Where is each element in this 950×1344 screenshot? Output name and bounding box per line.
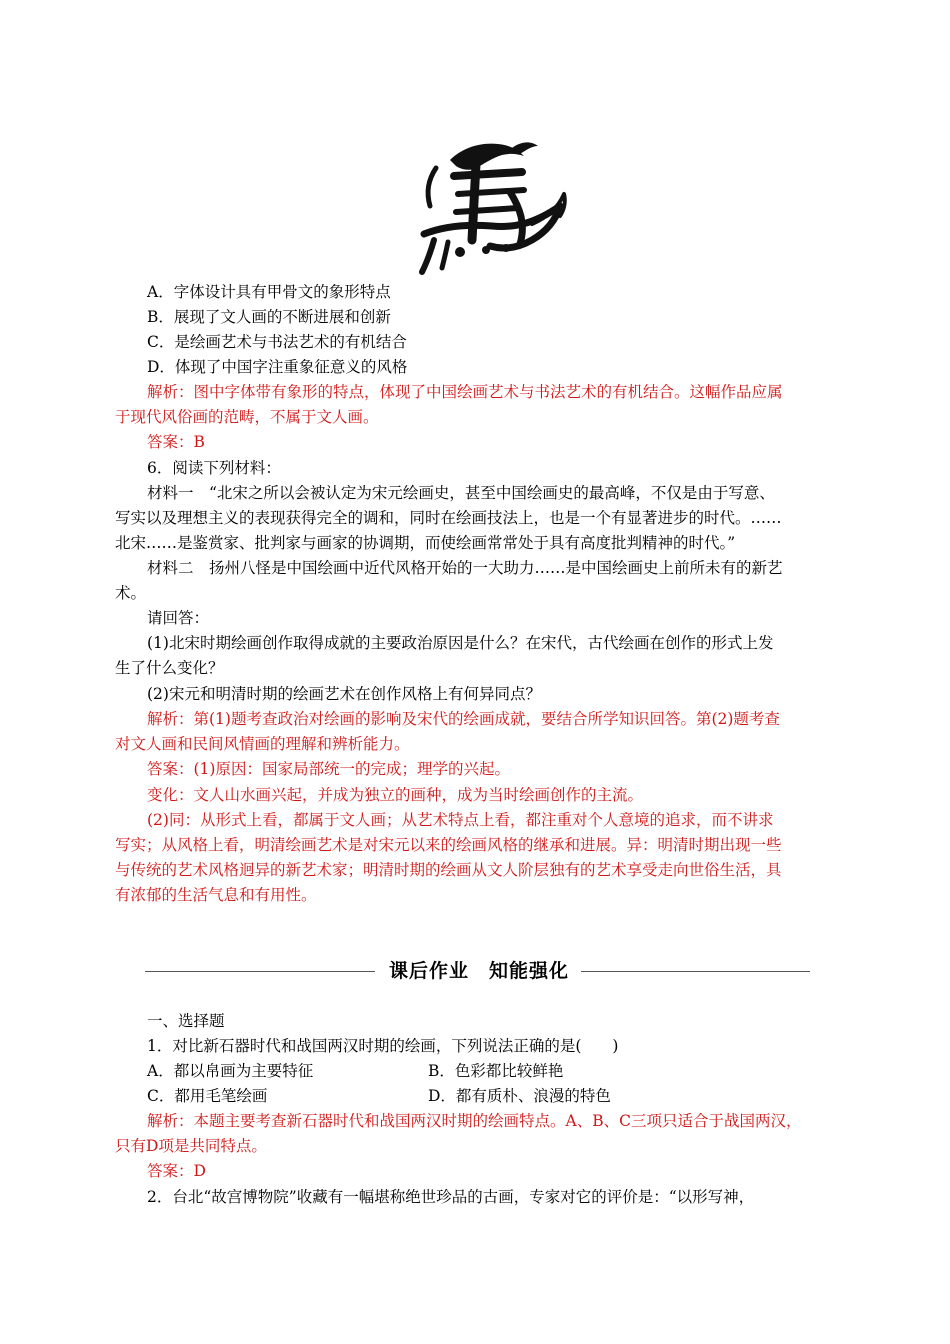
q6-material-2-cont: 术。 — [115, 584, 147, 602]
divider — [581, 971, 810, 972]
q1-analysis-cont: 只有D项是共同特点。 — [115, 1137, 267, 1155]
q5-answer: 答案：B — [147, 433, 205, 451]
q6-material-1-cont: 北宋……是鉴赏家、批判家与画家的协调期，而使绘画常常处于具有高度批判精神的时代。” — [115, 534, 736, 552]
q2-stem: 2．台北“故宫博物院”收藏有一幅堪称绝世珍品的古画，专家对它的评价是：“以形写神， — [147, 1188, 755, 1206]
q6-answer-cont: 变化：文人山水画兴起，并成为独立的画种，成为当时绘画创作的主流。 — [147, 786, 644, 804]
q5-analysis: 解析：图中字体带有象形的特点，体现了中国绘画艺术与书法艺术的有机结合。这幅作品应属 — [147, 383, 783, 401]
q6-answer-cont: (2)同：从形式上看，都属于文人画；从艺术特点上看，都注重对个人意境的追求，而不讲求 — [147, 811, 774, 829]
q5-option-a: A．字体设计具有甲骨文的象形特点 — [147, 283, 391, 301]
q6-material-1-cont: 写实以及理想主义的表现获得完全的调和，同时在绘画技法上，也是一个有显著进步的时代。…… — [115, 509, 782, 527]
q5-option-c: C．是绘画艺术与书法艺术的有机结合 — [147, 333, 407, 351]
q6-analysis-cont: 对文人画和民间风情画的理解和辨析能力。 — [115, 735, 410, 753]
q1-analysis: 解析：本题主要考查新石器时代和战国两汉时期的绘画特点。A、B、C三项只适合于战国两汉， — [147, 1112, 802, 1130]
section-title: 课后作业 知能强化 — [388, 960, 569, 982]
q6-sub-question-1-cont: 生了什么变化？ — [115, 659, 224, 677]
q6-sub-question-1: (1)北宋时期绘画创作取得成就的主要政治原因是什么？在宋代，古代绘画在创作的形式上发 — [147, 634, 774, 652]
horse-calligraphy-icon — [414, 128, 570, 276]
q5-option-b: B．展现了文人画的不断进展和创新 — [147, 308, 391, 326]
q1-stem: 1．对比新石器时代和战国两汉时期的绘画，下列说法正确的是( ) — [147, 1037, 619, 1055]
q6-title: 6．阅读下列材料： — [147, 459, 281, 477]
q1-option-a: A．都以帛画为主要特征 — [147, 1062, 314, 1080]
divider — [145, 971, 375, 972]
q6-material-2: 材料二 扬州八怪是中国绘画中近代风格开始的一大助力……是中国绘画史上前所未有的新艺 — [147, 559, 783, 577]
q5-option-d: D．体现了中国字注重象征意义的风格 — [147, 358, 408, 376]
q6-material-1: 材料一 “北宋之所以会被认定为宋元绘画史，甚至中国绘画史的最高峰，不仅是由于写意、 — [147, 484, 775, 502]
q1-option-c: C．都用毛笔绘画 — [147, 1087, 268, 1105]
section-header — [145, 956, 810, 986]
q1-answer: 答案：D — [147, 1162, 206, 1180]
q6-answer-cont: 写实；从风格上看，明清绘画艺术是对宋元以来的绘画风格的继承和进展。异：明清时期出现一些 — [115, 836, 782, 854]
q5-analysis-cont: 于现代风俗画的范畴，不属于文人画。 — [115, 408, 379, 426]
q6-sub-question-2: (2)宋元和明清时期的绘画艺术在创作风格上有何异同点？ — [147, 685, 541, 703]
choice-heading: 一、选择题 — [147, 1012, 225, 1030]
q1-option-b: B．色彩都比较鲜艳 — [428, 1062, 564, 1080]
q6-answer-cont: 与传统的艺术风格迥异的新艺术家；明清时期的绘画从文人阶层独有的艺术享受走向世俗生活，具 — [115, 861, 782, 879]
q1-option-d: D．都有质朴、浪漫的特色 — [428, 1087, 611, 1105]
q6-analysis: 解析：第(1)题考查政治对绘画的影响及宋代的绘画成就，要结合所学知识回答。第(2)题考查 — [147, 710, 780, 728]
q6-answer: 答案：(1)原因：国家局部统一的完成；理学的兴起。 — [147, 760, 510, 778]
q6-ask: 请回答： — [147, 609, 210, 627]
q6-answer-cont: 有浓郁的生活气息和有用性。 — [115, 886, 317, 904]
